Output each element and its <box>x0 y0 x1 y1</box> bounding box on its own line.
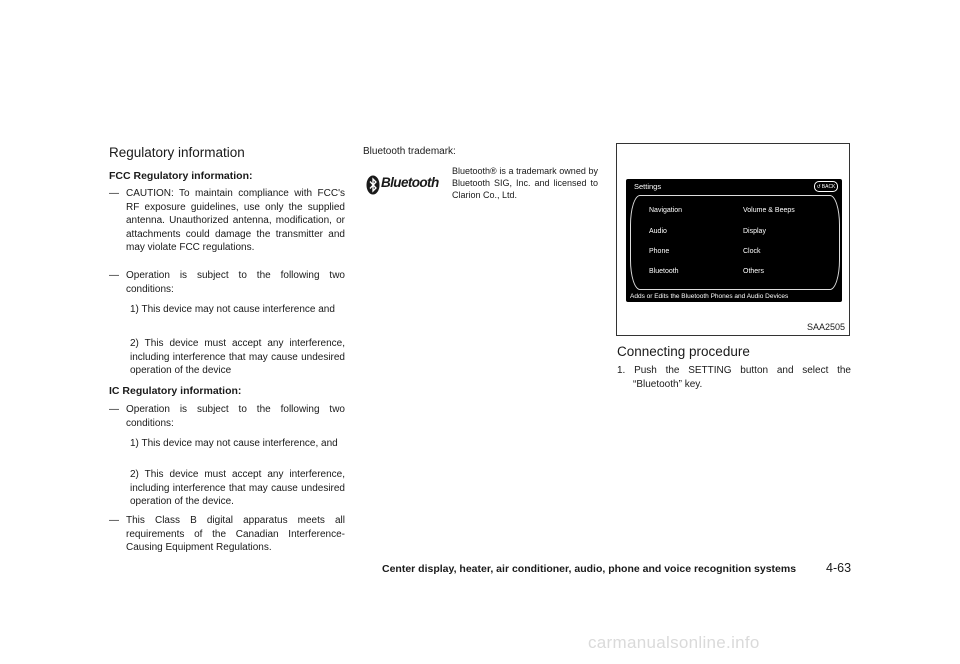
settings-screen <box>626 179 842 302</box>
fcc-heading: FCC Regulatory information: <box>109 170 253 182</box>
back-button[interactable] <box>814 181 838 192</box>
watermark: carmanualsonline.info <box>588 633 760 652</box>
step-1-text: 1. Push the SETTING button and select the “Bluetooth” key. <box>617 365 851 390</box>
bluetooth-wordmark: Bluetooth <box>381 175 439 190</box>
menu-item-bluetooth[interactable]: Bluetooth <box>649 268 679 275</box>
ic-condition-1: 1) This device may not cause interference, and <box>130 438 338 449</box>
menu-item-navigation[interactable]: Navigation <box>649 207 683 214</box>
back-arrow-icon: ↺ <box>816 183 821 190</box>
menu-item-audio[interactable]: Audio <box>649 228 667 235</box>
bluetooth-icon <box>365 175 381 195</box>
menu-item-volume-beeps[interactable]: Volume & Beeps <box>743 207 795 214</box>
ic-condition-2: 2) This device must accept any interference, including interference that may cause undesired operation of the device. <box>130 469 345 507</box>
trademark-heading: Bluetooth trademark: <box>363 146 456 157</box>
fcc-condition-1: 1) This device may not cause interference and <box>130 304 335 315</box>
settings-screen-figure <box>616 143 850 336</box>
menu-item-others[interactable]: Others <box>743 268 765 275</box>
connecting-step-1 <box>617 364 851 391</box>
menu-item-clock[interactable]: Clock <box>743 248 761 255</box>
fcc-operation-text: Operation is subject to the following two conditions: <box>126 270 345 295</box>
fcc-operation-item: — Operation is subject to the following two conditions: <box>109 270 345 295</box>
menu-item-display[interactable]: Display <box>743 228 766 235</box>
trademark-text: Bluetooth® is a trademark owned by Bluetooth SIG, Inc. and licensed to Clarion Co., Ltd. <box>452 166 598 200</box>
section-footer: Center display, heater, air conditioner, audio, phone and voice recognition systems <box>382 563 797 575</box>
page-number: 4-63 <box>826 561 852 575</box>
figure-code: SAA2505 <box>806 322 845 332</box>
back-label: BACK <box>821 183 836 190</box>
status-bar: Adds or Edits the Bluetooth Phones and Audio Devices <box>630 293 789 300</box>
fcc-condition-2: 2) This device must accept any interference, including interference that may cause undesired operation of the device <box>130 338 345 376</box>
ic-operation-item: — Operation is subject to the following two conditions: <box>109 404 345 429</box>
ic-classb-item: — This Class B digital apparatus meets all requirements of the Canadian Interference-Causing Equipment Regulations. <box>109 515 345 553</box>
connecting-heading: Connecting procedure <box>617 344 750 359</box>
menu-item-phone[interactable]: Phone <box>649 248 670 255</box>
ic-operation-text: Operation is subject to the following two conditions: <box>126 404 345 429</box>
ic-heading: IC Regulatory information: <box>109 385 242 397</box>
screen-title: Settings <box>634 182 662 191</box>
fcc-caution-text: CAUTION: To maintain compliance with FCC's RF exposure guidelines, use only the supplied antenna. Unauthorized antenna, modification, or attachments could damage the transmitter and may violate FCC regulations. <box>126 188 345 253</box>
section-heading: Regulatory information <box>109 145 245 160</box>
fcc-caution-item: — CAUTION: To maintain compliance with FCC's RF exposure guidelines, use only the supplied antenna. Unauthorized antenna, modification, or attachments could damage the transmitter and may violate FCC regulations. <box>109 188 345 253</box>
ic-classb-text: This Class B digital apparatus meets all requirements of the Canadian Interference-Causing Equipment Regulations. <box>126 515 345 553</box>
bluetooth-logo <box>365 175 437 195</box>
menu-panel <box>630 195 840 290</box>
